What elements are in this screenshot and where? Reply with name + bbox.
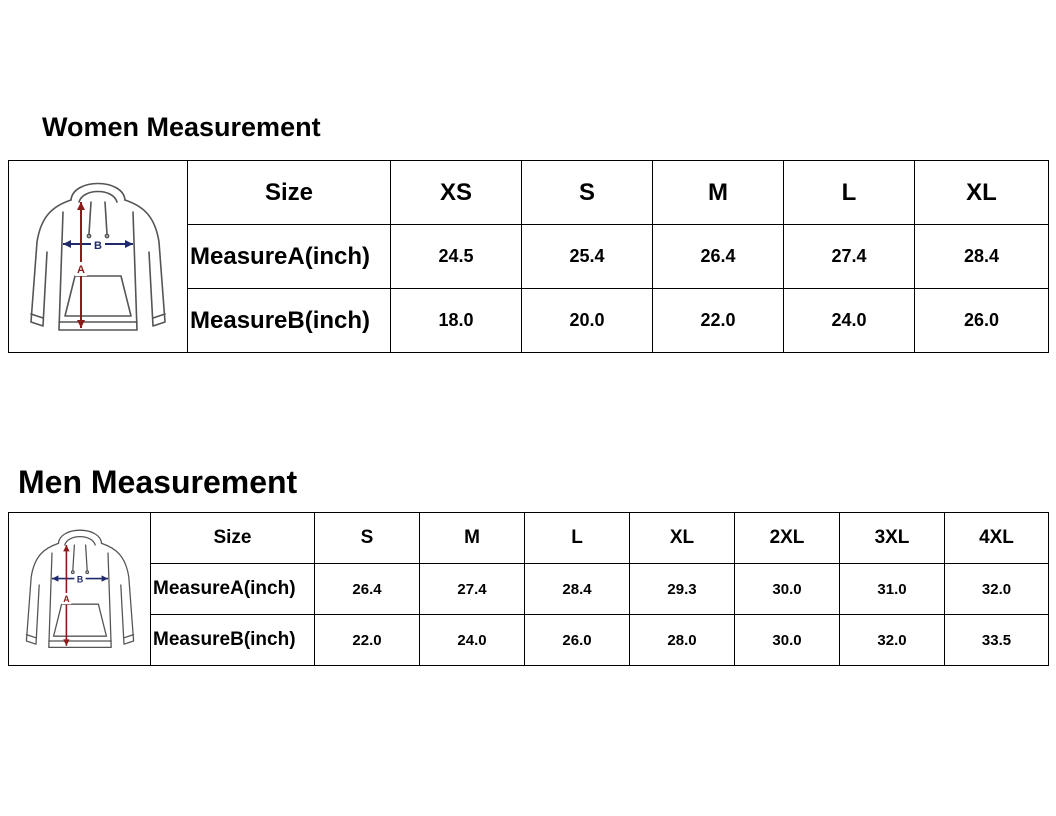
measure-cell: 24.5 — [391, 225, 522, 289]
size-header: Size — [188, 161, 391, 225]
row-label: MeasureB(inch) — [188, 289, 391, 353]
measure-cell: 24.0 — [420, 615, 525, 666]
measure-cell: 26.4 — [653, 225, 784, 289]
measure-cell: 28.0 — [630, 615, 735, 666]
size-label: S — [315, 513, 420, 564]
measure-cell: 28.4 — [915, 225, 1049, 289]
row-label: MeasureA(inch) — [151, 564, 315, 615]
measure-cell: 26.0 — [915, 289, 1049, 353]
measure-cell: 26.4 — [315, 564, 420, 615]
table-row — [9, 615, 1049, 666]
measure-b-label: B — [76, 574, 83, 585]
table-header-row — [9, 161, 1049, 225]
size-label: L — [525, 513, 630, 564]
women-size-table — [8, 160, 1049, 353]
size-label: M — [653, 161, 784, 225]
measure-cell: 30.0 — [735, 564, 840, 615]
hoodie-diagram-cell — [9, 161, 188, 353]
measure-cell: 32.0 — [945, 564, 1049, 615]
table-header-row — [9, 513, 1049, 564]
measure-b-label: B — [94, 239, 102, 252]
measure-a-label: A — [62, 593, 70, 604]
row-label: MeasureB(inch) — [151, 615, 315, 666]
measure-cell: 26.0 — [525, 615, 630, 666]
hoodie-diagram-icon — [23, 172, 173, 342]
size-label: XL — [630, 513, 735, 564]
table-row — [9, 564, 1049, 615]
measure-cell: 24.0 — [784, 289, 915, 353]
measure-cell: 28.4 — [525, 564, 630, 615]
men-measurement-title: Men Measurement — [18, 464, 298, 500]
size-label: L — [784, 161, 915, 225]
row-label: MeasureA(inch) — [188, 225, 391, 289]
measure-cell: 32.0 — [840, 615, 945, 666]
measure-cell: 33.5 — [945, 615, 1049, 666]
measure-cell: 18.0 — [391, 289, 522, 353]
size-label: 2XL — [735, 513, 840, 564]
measure-a-label: A — [77, 263, 85, 276]
measure-cell: 22.0 — [653, 289, 784, 353]
measure-cell: 30.0 — [735, 615, 840, 666]
size-label: XL — [915, 161, 1049, 225]
size-label: 3XL — [840, 513, 945, 564]
measure-cell: 29.3 — [630, 564, 735, 615]
women-measurement-title: Women Measurement — [42, 112, 321, 142]
measure-cell: 27.4 — [420, 564, 525, 615]
hoodie-diagram-cell — [9, 513, 151, 666]
size-label: XS — [391, 161, 522, 225]
measure-cell: 22.0 — [315, 615, 420, 666]
hoodie-diagram-icon — [20, 519, 140, 659]
size-label: M — [420, 513, 525, 564]
measure-cell: 31.0 — [840, 564, 945, 615]
measure-cell: 25.4 — [522, 225, 653, 289]
measure-cell: 20.0 — [522, 289, 653, 353]
measure-cell: 27.4 — [784, 225, 915, 289]
men-size-table — [8, 512, 1049, 666]
size-label: 4XL — [945, 513, 1049, 564]
size-header: Size — [151, 513, 315, 564]
size-label: S — [522, 161, 653, 225]
